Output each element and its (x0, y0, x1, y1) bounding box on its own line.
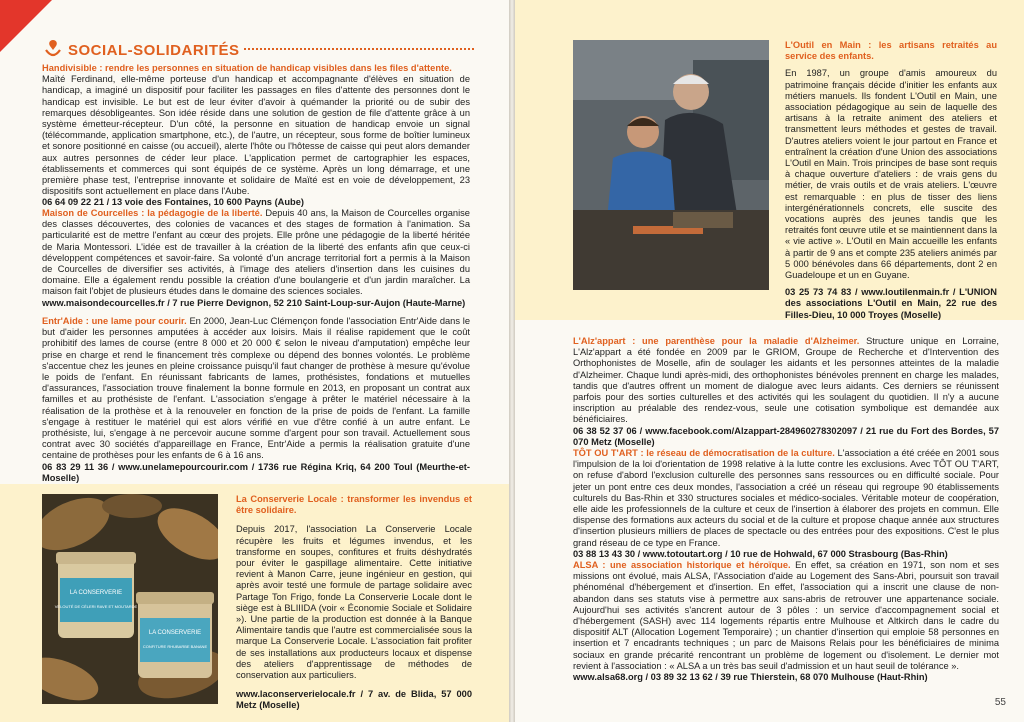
article-contact: 06 64 09 22 21 / 13 voie des Fontaines, 10 600 Payns (Aube) (42, 197, 304, 208)
article-heading: La Conserverie Locale : transformer les invendus et être solidaire. (236, 494, 472, 516)
section-header (44, 38, 474, 62)
jar-sublabel: CONFITURE RHUBARBE BANANE (142, 644, 208, 649)
article-heading: Handivisible : rendre les personnes en situation de handicap visibles dans les files d'attente. (42, 63, 452, 73)
article-contact: 06 38 52 37 06 / www.facebook.com/Alzappart-284960278302097 / 21 rue du Fort des Bordes, 57 070 Metz (Moselle) (573, 425, 999, 447)
right-page (515, 0, 1024, 722)
page-number: 55 (994, 697, 1006, 708)
article-body: En 2000, Jean-Luc Clémençon fonde l'association Entr'Aide dans le but d'aider les personnes amputées à accéder aux loisirs. Mais il réalise rapidement que le coût prohibitif des lames de course (entre 8 000 et 20 000 € selon le niveau d'amputation) empêche leur prise en charge et rend le financement très complexe ou dépend des bonnes volontés. Le problème s'accentue chez les jeunes en pleine croissance puisqu'il faut changer de prothèse à mesure qu'évolue le poids de l'enfant. En réunissant fabricants de lames, prothésistes, fondations et mutuelles d'assurances, l'association trouve finalement la bonne formule en 2013, en proposant un contrat aux familles et au prothésiste de l'enfant. L'association s'engage à prêter le matériel nécessaire à la réalisation de la prothèse et à la renouveler en fonction de la prise de poids de l'enfant. La famille s'engage à restituer le matériel qui est alors vérifié en vue d'être confié à un autre enfant. Le prothésiste, lui, s'engage à ne percevoir aucune somme d'argent pour son travail. Actuellement sous contrat avec 30 sociétés d'appareillage en France, Entr'Aide a permis la réalisation gratuite d'une centaine de prothèses pour les enfants de 6 à 16 ans. (42, 316, 470, 461)
left-page (0, 0, 509, 722)
jar-label: LA CONSERVERIE (69, 590, 123, 596)
hand-heart-icon (44, 38, 62, 62)
conserverie-photo (42, 494, 218, 704)
article-contact: www.maisondecourcelles.fr / 7 rue Pierre Devignon, 52 210 Saint-Loup-sur-Aujon (Haute-Marne) (42, 297, 466, 308)
article-body: En effet, sa création en 1971, son nom et ses missions ont évolué, mais ALSA, l'Association d'aide au Logement des Sans-Abri, poursuit son travail phénoménal d'hébergement et d'insertion. En effet, l'association qui a inscrit une clause de non-abandon dans ses statuts vise à permettre aux sans-abris de retrouver une appartenance sociale. Aujourd'hui ses activités s'ancrent autour de 3 pôles : un service d'accompagnement social et d'hébergement (SASH) avec 114 logements répartis entre Mulhouse et Altkirch dans le cadre du dispositif ALT (Allocation Logement Temporaire) ; un chantier d'insertion qui emploie 58 personnes en insertion et 7 encadrants techniques ; un parc de Maisons Relais pour les bénéficiaires de minima sociaux en grande précarité rencontrant un problème de logement ou d'isolement. Le dernier mot revient à l'association : « ALSA a un très bas seuil d'admission et un haut seuil de tolérance ». (573, 560, 999, 671)
article-toutart (573, 448, 999, 560)
article-alzappart (573, 336, 999, 448)
article-contact: www.laconserverielocale.fr / 7 av. de Blida, 57 000 Metz (Moselle) (236, 689, 472, 711)
article-heading: ALSA : une association historique et héroïque. (573, 560, 791, 570)
article-contact: 03 25 73 74 83 / www.loutilenmain.fr / L'UNION des associations L'Outil en Main, 22 rue des Filles-Dieu, 10 000 Troyes (Moselle) (785, 287, 997, 320)
article-heading: TÔT OU T'ART : le réseau de démocratisation de la culture. (573, 448, 835, 458)
article-heading: L'Alz'appart : une parenthèse pour la maladie d'Alzheimer. (573, 336, 860, 346)
article-body: Depuis 2017, l'association La Conserverie Locale récupère les fruits et légumes invendus, et les transforme en soupes, confitures et fruits déshydratés pour éviter le gaspillage alimentaire. Cette initiative revient à Manon Carre, jeune ingénieur en gestion, qui après avoir testé une formule de partage solidaire avec Partage Ton Frigo, fonde La Conserverie Locale dont le siège est à BLIIIDA (voir « Économie Sociale et Solidaire »). Une partie de la production est donnée à la Banque Alimentaire tandis que l'autre est commercialisée sous la marque La Conserverie Locale. L'association fait profiter de ses installations aux producteurs locaux et dispense des ateliers d'apprentissage de méthodes de conservation aux particuliers. (236, 524, 472, 681)
article-body: En 1987, un groupe d'amis amoureux du patrimoine français décide d'initier les enfants aux métiers manuels. Ils fondent L'Outil en Main, une association pédagogique au sein de laquelle des artisans à la retraite animent des ateliers et transmettent leurs méthodes et gestes de travail. D'autres ateliers voient le jour partout en France et entraînent la création d'une Union des associations L'Outil en Main. Trois principes de base sont requis à chaque ouverture d'ateliers : de vrais gens du métier, de vrais outils et de vrais ateliers. L'œuvre est remarquable : en plus de tisser des liens intergénérationnels concrets, elle suscite des vocations auprès des jeunes tandis que les retraités font œuvre utile et se maintiennent dans la « vie active ». L'Outil en Main accueille les enfants à partir de 9 ans et compte 235 ateliers animés par 5 000 bénévoles dans 66 départements, dont 2 en Guadeloupe et un en Guyane. (785, 68, 997, 281)
outil-photo (573, 40, 769, 290)
article-heading: L'Outil en Main : les artisans retraités au service des enfants. (785, 40, 997, 62)
article-outil (785, 40, 997, 321)
article-contact: www.alsa68.org / 03 89 32 13 62 / 39 rue Thierstein, 68 070 Mulhouse (Haut-Rhin) (573, 672, 928, 683)
article-alsa (573, 560, 999, 683)
article-heading: Maison de Courcelles : la pédagogie de la liberté. (42, 208, 263, 218)
article-body: Structure unique en Lorraine, L'Alz'appart a été fondée en 2009 par le GRIOM, Groupe de Recherche et d'Intervention des Orthophonistes de Moselle, afin de soulager les aidants et les personnes atteintes de la maladie d'Alzheimer. Chaque lundi après-midi, des orthophonistes bénévoles prennent en charge les malades, tandis que d'autres offrent un moment de dialogue avec leurs aidants. Ces derniers se réunissent parfois pour des sorties culturelles et des activités qui les soulagent du quotidien. Il n'y a aucune inscription au préalable des rendez-vous, seule une cotisation symbolique est demandée aux bénéficiaires. (573, 336, 999, 425)
article-contact: 06 83 29 11 36 / www.unelamepourcourir.com / 1736 rue Régina Kriq, 64 200 Toul (Meurthe-et-Moselle) (42, 461, 470, 483)
article-contact: 03 88 13 43 30 / www.totoutart.org / 10 rue de Hohwald, 67 000 Strasbourg (Bas-Rhin) (573, 548, 948, 559)
article-entraide (42, 316, 470, 484)
jar-label: LA CONSERVERIE (148, 630, 202, 636)
header-divider (244, 48, 474, 50)
article-handivisible (42, 63, 470, 209)
article-conserverie (236, 494, 472, 712)
article-courcelles (42, 208, 470, 309)
article-body: Depuis 40 ans, la Maison de Courcelles organise des classes découvertes, des colonies de vacances et des stages de formation à l'animation. Sa particularité est de mettre l'enfant au cœur des projets. Elle prône une pédagogie de la liberté héritée de Maria Montessori. L'idée est de travailler à la création de la liberté des enfants afin que ceux-ci développent compétences et savoir-faire. Sa volonté d'un ancrage territorial fort a permis à la Maison de Courcelles de diversifier ses activités, à l'image des ateliers d'insertion dans les cuisines du domaine. Elle a également rendu possible la création d'une boulangerie et d'un jardin maraîcher. La maison fait l'objet de plusieurs études dans le domaine des sciences sociales. (42, 208, 470, 297)
article-body: Maïté Ferdinand, elle-même porteuse d'un handicap et accompagnante d'élèves en situation de handicap, a imaginé un dispositif pour faciliter les passages en files d'attente des personnes dont le handicap est invisible. Le but est de leur éviter d'avoir à quémander la priorité ou de subir des remarques désobligeantes. Son idée réside dans une solution de gestion de file d'attente grâce à un système émetteur-récepteur. D'un côté, la personne en situation de handicap envoie un signal (télécommande, application smartphone, etc.), de l'autre, un récepteur, sous forme de boîtier lumineux et sonore positionné en caisse (ou accueil), alerte l'hôte ou l'hôtesse de caisse qui peut alors demander aux autres personnes de céder leur place. L'application permet de cartographier les espaces, établissements et commerces qui sont équipés de ce système. Après un long démarrage, et une première phase test, l'entreprise innovante et solidaire de Maïté est en voie de développement, 23 dispositifs sont actuellement en place dans l'Aube. (42, 74, 470, 197)
article-heading: Entr'Aide : une lame pour courir. (42, 316, 187, 326)
jar-sublabel: VELOUTÉ DE CÉLERI RAVE ET MOUTARDE (54, 604, 138, 609)
section-title: SOCIAL-SOLIDARITÉS (68, 41, 240, 59)
article-body: L'association a été créée en 2001 sous l'impulsion de la loi d'orientation de 1998 relative à la lutte contre les exclusions. Avec TÔT OU T'ART, on refuse d'abord l'exclusion culturelle des personnes sans ressources ou en difficulté sociale. Pour jeter un pont entre ces deux mondes, l'association a créé un réseau qui regroupe 90 établissements culturels du Bas-Rhin et 330 structures sociales et médico-sociales. Véritable moteur de coopération, elle aide les professionnels de la culture et ceux de l'insertion à élaborer des projets en commun. Elle dispense des formations aux acteurs du social et de la culture et propose chaque année aux structures d'insertion plusieurs milliers de places de spectacle ou des entrées pour des expositions. C'est le plus grand réseau de ce type en France. (573, 448, 999, 548)
